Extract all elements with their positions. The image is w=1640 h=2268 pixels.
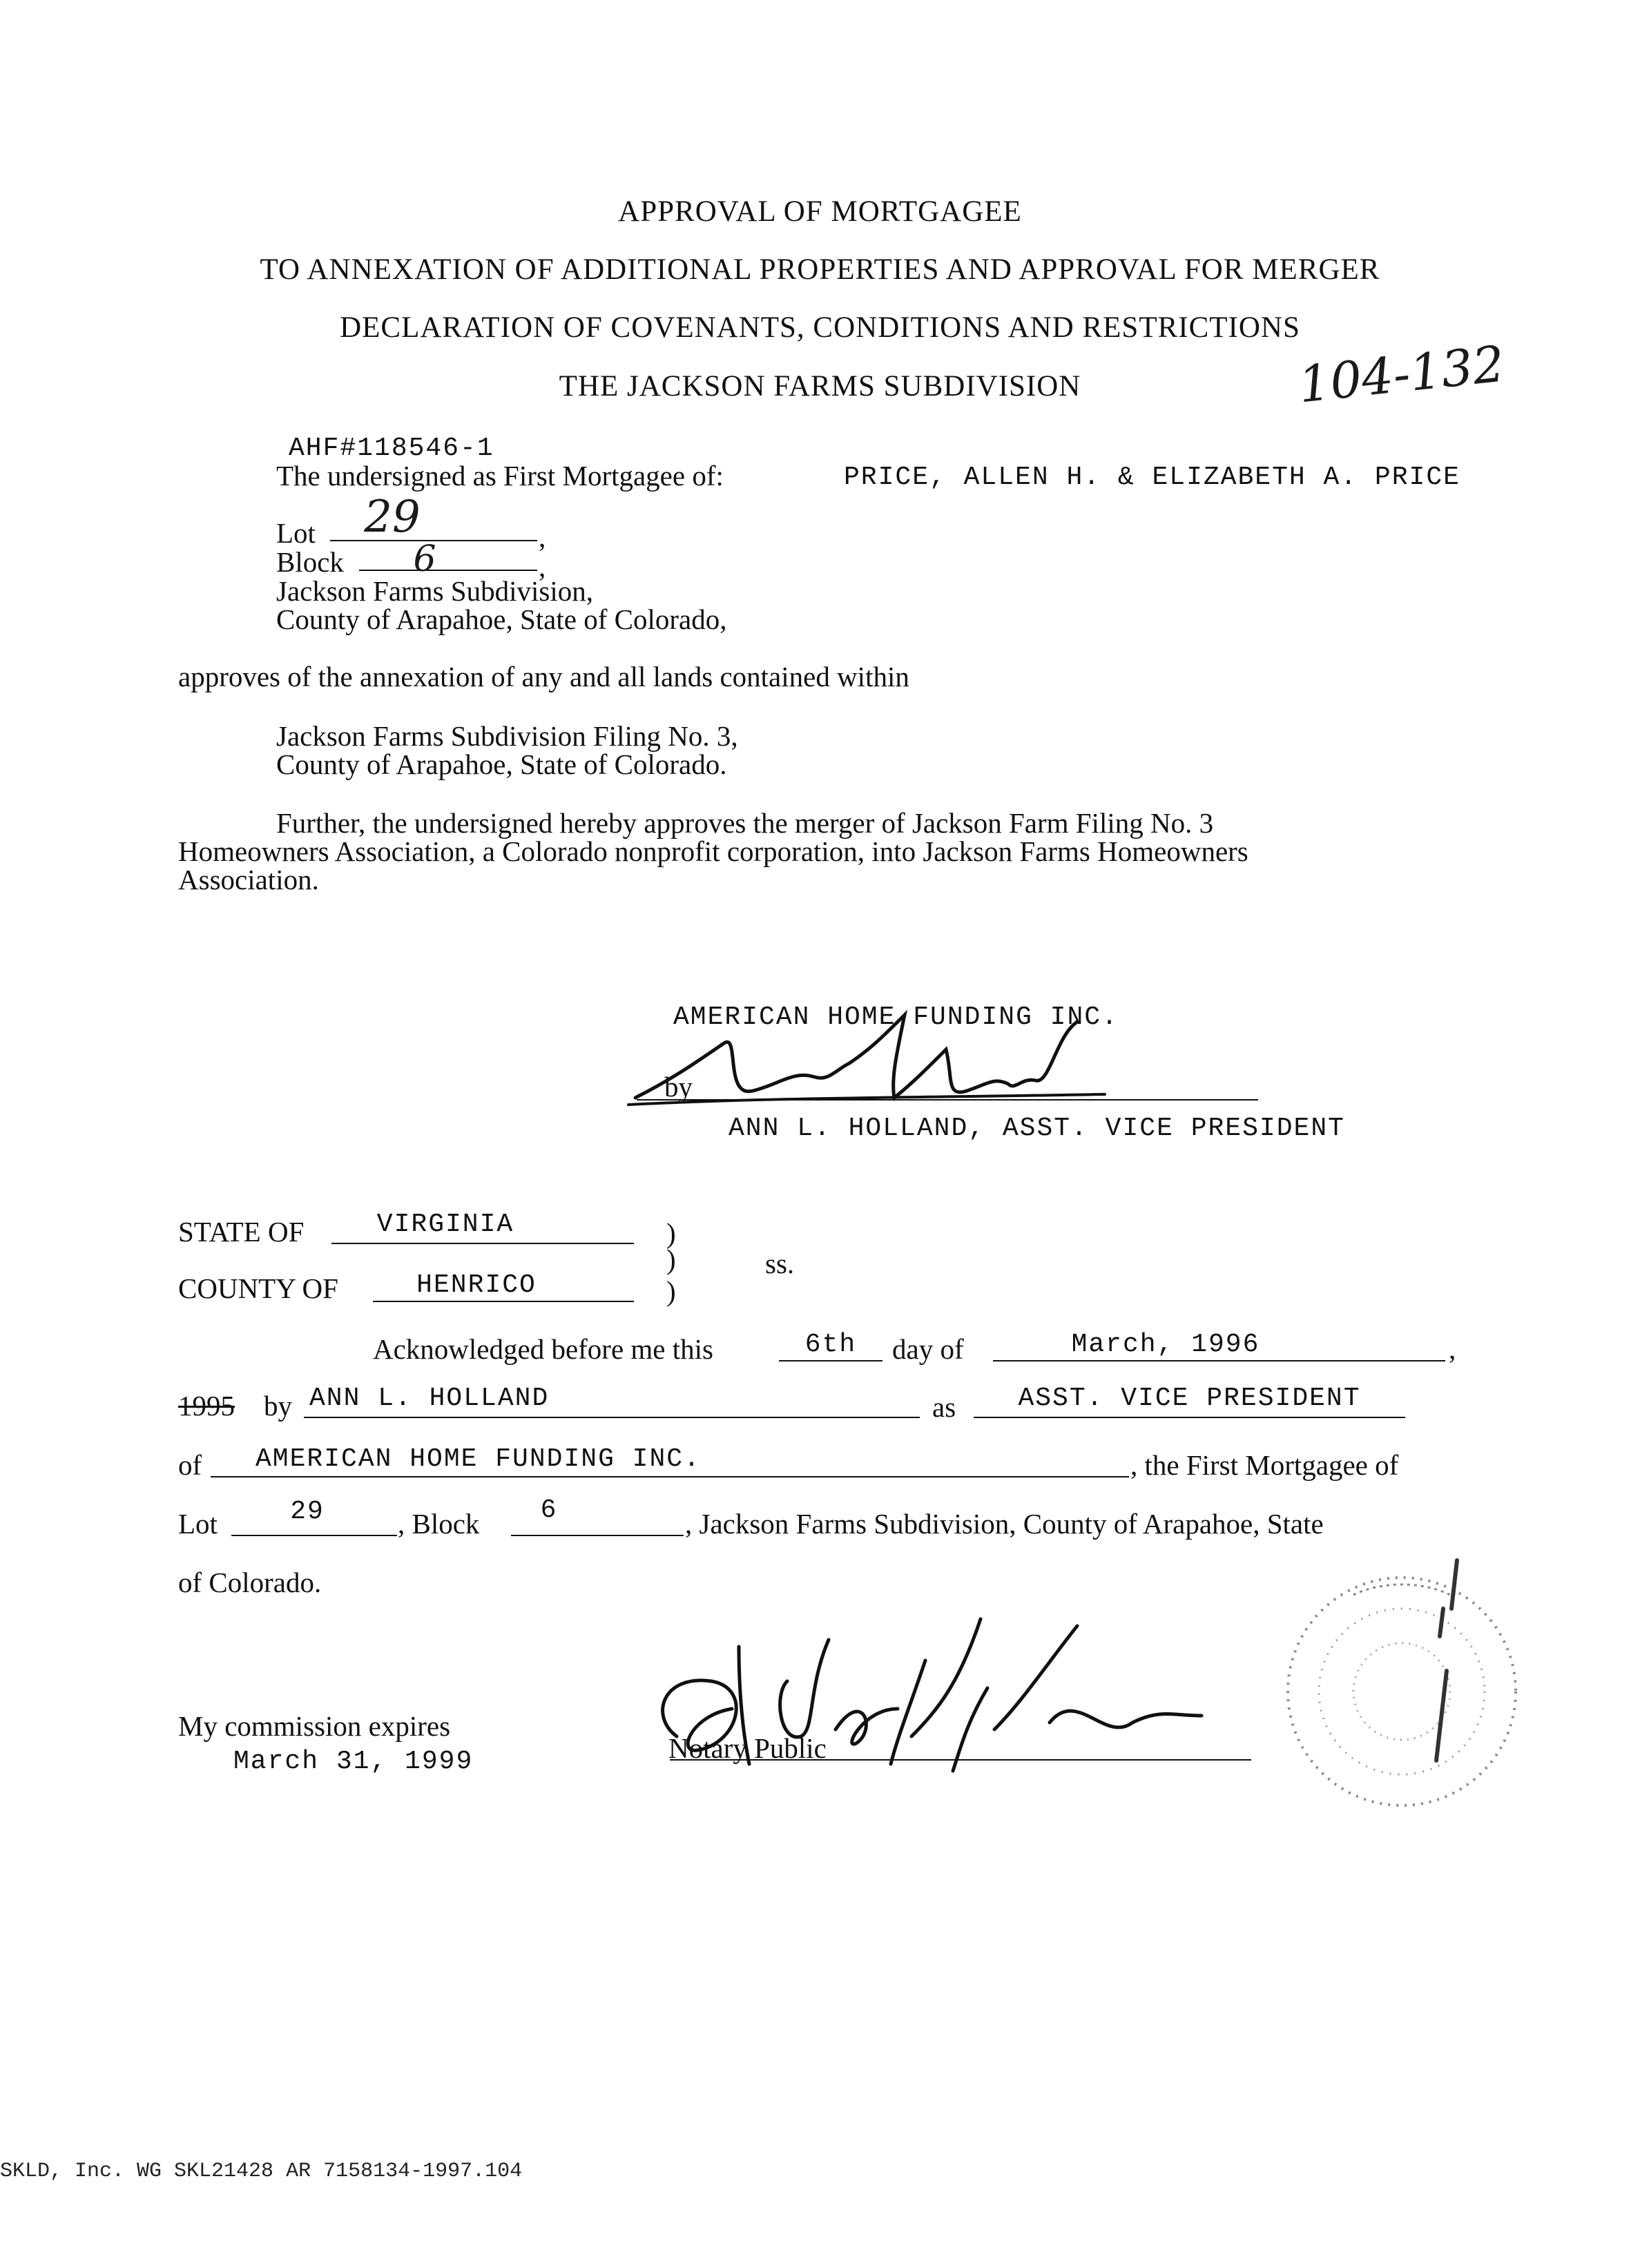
notary-block-value: 6 [540, 1495, 558, 1525]
mortgagee-intro: The undersigned as First Mortgagee of: [276, 460, 724, 492]
notary-seal [1271, 1533, 1533, 1850]
by-name-underline [304, 1417, 920, 1418]
property-subdivision: Jackson Farms Subdivision, [276, 575, 593, 607]
borrower-names: PRICE, ALLEN H. & ELIZABETH A. PRICE [844, 463, 1460, 492]
paren-3: ) [666, 1275, 676, 1307]
footer-text: SKLD, Inc. WG SKL21428 AR 7158134-1997.104 [0, 2160, 523, 2183]
month-year-value: March, 1996 [1071, 1330, 1260, 1359]
notary-lot-value: 29 [290, 1497, 325, 1526]
company-underline [211, 1476, 1129, 1477]
paren-2: ) [666, 1243, 676, 1275]
day-value: 6th [804, 1330, 857, 1359]
merger-line-3: Association. [178, 864, 319, 895]
county-underline [373, 1301, 634, 1302]
signer-name-title: ANN L. HOLLAND, ASST. VICE PRESIDENT [729, 1114, 1345, 1143]
notary-block-label: , Block [398, 1508, 480, 1540]
company-value: AMERICAN HOME FUNDING INC. [255, 1444, 701, 1474]
month-year-comma: , [1449, 1333, 1456, 1365]
notary-lot-underline [231, 1535, 397, 1536]
of-label: of [178, 1449, 202, 1481]
approval-text: approves of the annexation of any and all lands contained within [178, 661, 909, 692]
ss-label: ss. [765, 1248, 795, 1279]
state-underline [331, 1243, 634, 1244]
merger-line-1: Further, the undersigned hereby approves the merger of Jackson Farm Filing No. 3 [276, 807, 1214, 839]
notary-block-underline [511, 1535, 684, 1536]
signature-company: AMERICAN HOME FUNDING INC. [673, 1002, 1119, 1032]
by-label: by [264, 1390, 292, 1422]
commission-date: March 31, 1999 [233, 1747, 474, 1776]
lot-value: 29 [364, 492, 421, 543]
lot-comma: , [539, 521, 546, 553]
lot-label: Lot [276, 517, 316, 549]
title-line-2: TO ANNEXATION OF ADDITIONAL PROPERTIES AND APPROVAL FOR MERGER [260, 253, 1380, 286]
block-comma: , [539, 551, 546, 583]
notary-public-label: Notary Public [668, 1732, 827, 1764]
signature-by-label: by [664, 1071, 693, 1103]
notary-lot-label: Lot [178, 1508, 218, 1540]
state-value: VIRGINIA [376, 1210, 514, 1239]
commission-label: My commission expires [178, 1710, 451, 1742]
merger-line-2: Homeowners Association, a Colorado nonprofit corporation, into Jackson Farms Homeowners [178, 835, 1248, 867]
title-line-4: THE JACKSON FARMS SUBDIVISION [559, 370, 1081, 403]
by-name-value: ANN L. HOLLAND [309, 1384, 550, 1413]
title-underline [974, 1417, 1405, 1418]
block-label: Block [276, 546, 344, 578]
county-label: COUNTY OF [178, 1272, 338, 1304]
reference-number: AHF#118546-1 [289, 434, 494, 463]
block-value: 6 [413, 539, 436, 580]
first-mortgagee-text: , the First Mortgagee of [1130, 1449, 1399, 1481]
property-county-state: County of Arapahoe, State of Colorado, [276, 603, 727, 635]
handwritten-reference: 104-132 [1295, 334, 1507, 414]
day-of-label: day of [892, 1333, 964, 1365]
ack-prefix: Acknowledged before me this [373, 1333, 713, 1365]
county-value: HENRICO [416, 1270, 537, 1300]
title-line-3: DECLARATION OF COVENANTS, CONDITIONS AND RESTRICTIONS [340, 311, 1300, 344]
notary-subdivision-text: , Jackson Farms Subdivision, County of Arapahoe, State [685, 1508, 1324, 1540]
struck-year: 1995 [178, 1390, 235, 1422]
day-underline [779, 1360, 882, 1361]
month-year-underline [993, 1360, 1445, 1361]
state-label: STATE OF [178, 1216, 305, 1248]
as-label: as [932, 1391, 956, 1423]
title-line-1: APPROVAL OF MORTGAGEE [618, 195, 1022, 228]
filing-county: County of Arapahoe, State of Colorado. [276, 748, 727, 780]
filing-line: Jackson Farms Subdivision Filing No. 3, [276, 720, 738, 752]
title-value: ASST. VICE PRESIDENT [1018, 1384, 1361, 1413]
paren-1: ) [666, 1217, 676, 1249]
notary-colorado: of Colorado. [178, 1567, 322, 1598]
executive-signature [621, 994, 1146, 1125]
